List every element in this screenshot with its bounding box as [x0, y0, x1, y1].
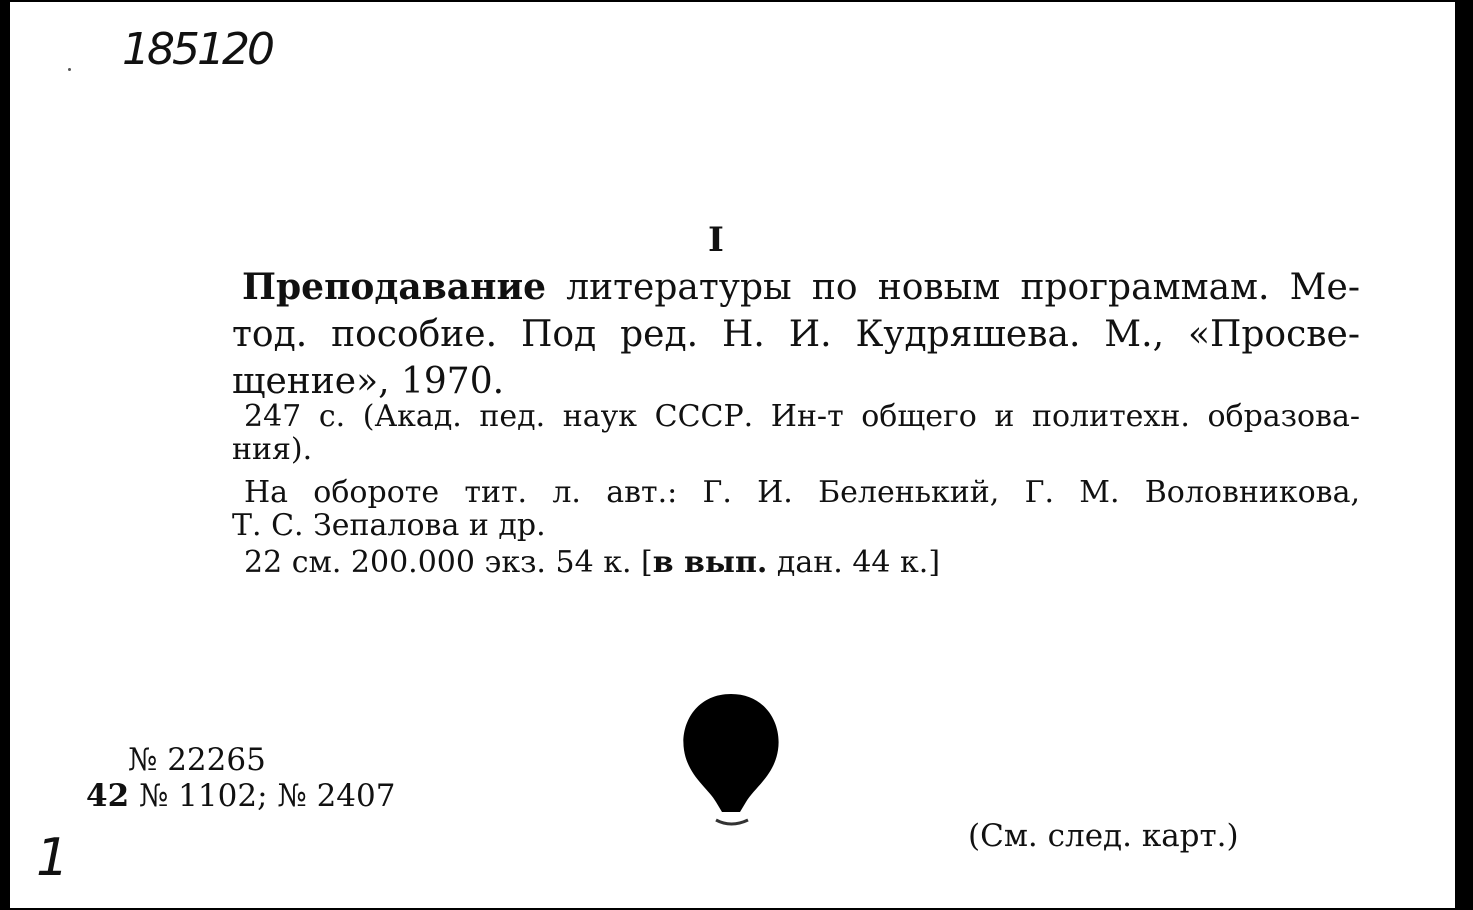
title-line-1	[232, 264, 1360, 311]
section-number: I	[708, 220, 724, 260]
see-next-card-note: (См. след. карт.)	[968, 818, 1239, 854]
edition-line	[232, 546, 1360, 579]
handwritten-accession-number: 185120	[122, 24, 272, 75]
edition-bold: в вып.	[652, 545, 768, 580]
pages-line-1: 247 с. (Акад. пед. наук СССР. Ин-т общего и политехн. образова-	[244, 399, 1360, 434]
catalog-number-2	[86, 778, 395, 814]
ink-dot	[68, 68, 71, 71]
title-line-2: тод. пособие. Под ред. Н. И. Кудряшева. М., «Просве-	[232, 314, 1360, 355]
catalog-number-2-prefix: 42	[86, 778, 130, 814]
authors-note	[232, 476, 1360, 542]
edition-note	[232, 546, 1360, 579]
pages-note	[232, 400, 1360, 466]
edition-post: дан. 44 к.]	[767, 545, 941, 580]
authors-line-1: На обороте тит. л. авт.: Г. И. Беленький, Г. М. Воловникова,	[244, 475, 1360, 510]
pages-line-2: ния).	[232, 432, 313, 467]
catalog-number-2-rest: № 1102; № 2407	[129, 778, 396, 814]
title-line-1-rest: литературы по новым программам. Ме-	[546, 267, 1360, 308]
title-line-3: щение», 1970.	[232, 361, 505, 402]
catalog-number-1: № 22265	[128, 742, 266, 778]
catalog-card	[10, 2, 1463, 908]
title-heading: Преподавание	[242, 266, 547, 308]
punch-hole-icon	[676, 684, 786, 834]
handwritten-card-number: 1	[36, 828, 70, 888]
edition-pre: 22 см. 200.000 экз. 54 к. [	[244, 545, 653, 580]
title-block	[232, 264, 1360, 405]
authors-line-2: Т. С. Зепалова и др.	[232, 508, 546, 543]
